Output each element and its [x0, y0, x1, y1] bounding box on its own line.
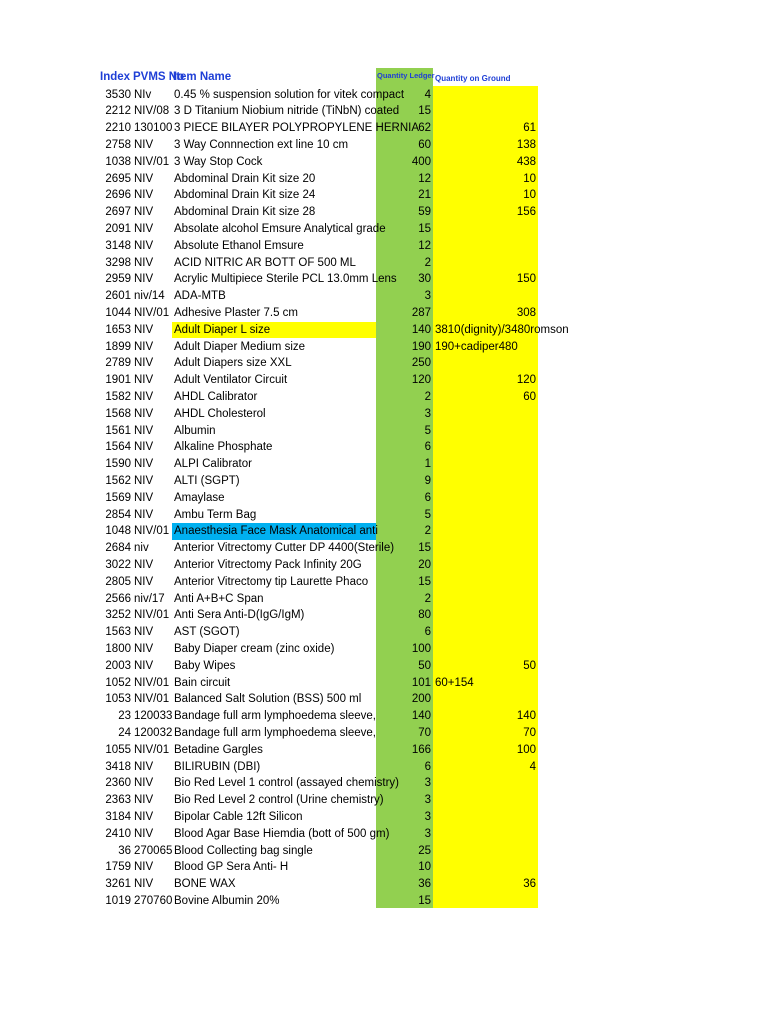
cell-item-name: Ambu Term Bag	[174, 508, 257, 521]
cell-quantity-ledger: 25	[418, 844, 431, 857]
cell-quantity-ledger: 3	[424, 810, 431, 823]
table-row	[0, 288, 768, 305]
cell-quantity-ledger: 250	[411, 357, 431, 370]
cell-item-name: ACID NITRIC AR BOTT OF 500 ML	[174, 256, 356, 269]
table-row	[0, 255, 768, 272]
table-row	[0, 792, 768, 809]
cell-index: 3298	[105, 256, 131, 269]
cell-index: 1899	[105, 340, 131, 353]
cell-pvms: NIV	[134, 458, 154, 471]
cell-item-name: Absolate alcohol Emsure Analytical grade	[174, 222, 386, 235]
cell-quantity-ground: 156	[516, 206, 536, 219]
cell-item-name: Bio Red Level 1 control (assayed chemistry)	[174, 777, 399, 790]
cell-index: 2758	[105, 138, 131, 151]
cell-index: 3184	[105, 810, 131, 823]
cell-index: 3530	[105, 88, 131, 101]
cell-item-name: Anti A+B+C Span	[174, 592, 264, 605]
cell-pvms: NIV	[134, 138, 154, 151]
cell-pvms: NIV	[134, 575, 154, 588]
cell-item-name: Bandage full arm lymphoedema sleeve,	[174, 710, 377, 723]
table-row	[0, 507, 768, 524]
table-row	[0, 490, 768, 507]
cell-index: 2684	[105, 542, 131, 555]
cell-quantity-ledger: 12	[418, 172, 431, 185]
cell-pvms: NIV	[134, 424, 154, 437]
cell-index: 3418	[105, 760, 131, 773]
cell-quantity-ledger: 20	[418, 558, 431, 571]
table-row	[0, 675, 768, 692]
cell-index: 1759	[105, 861, 131, 874]
cell-quantity-ledger: 59	[418, 206, 431, 219]
cell-quantity-ground: 10	[523, 172, 536, 185]
cell-quantity-ledger: 9	[424, 474, 431, 487]
cell-item-name: Anterior Vitrectomy Cutter DP 4400(Sterile)	[174, 542, 395, 555]
cell-quantity-ledger: 15	[418, 105, 431, 118]
table-row	[0, 221, 768, 238]
table-row	[0, 406, 768, 423]
cell-item-name: Anaesthesia Face Mask Anatomical anti	[172, 523, 376, 540]
table-row	[0, 389, 768, 406]
cell-pvms: NIV/01	[134, 676, 170, 689]
cell-quantity-ledger: 100	[411, 642, 431, 655]
cell-quantity-ledger: 6	[424, 491, 431, 504]
cell-pvms: NIV	[134, 642, 154, 655]
cell-item-name: Betadine Gargles	[174, 743, 263, 756]
table-row	[0, 339, 768, 356]
cell-index: 1568	[105, 407, 131, 420]
cell-pvms: 120033	[134, 710, 173, 723]
cell-quantity-ledger: 166	[411, 743, 431, 756]
cell-pvms: NIV	[134, 827, 154, 840]
cell-quantity-ledger: 3	[424, 827, 431, 840]
table-row	[0, 607, 768, 624]
cell-item-name: Adult Ventilator Circuit	[174, 374, 288, 387]
header-item-name: Item Name	[173, 71, 232, 83]
cell-index: 24	[118, 726, 131, 739]
cell-item-name: Anterior Vitrectomy Pack Infinity 20G	[174, 558, 362, 571]
cell-pvms: NIV	[134, 222, 154, 235]
cell-quantity-ledger: 287	[411, 306, 431, 319]
cell-quantity-ground: 308	[516, 306, 536, 319]
cell-item-name: Abdominal Drain Kit size 20	[174, 172, 316, 185]
cell-item-name: 3 Way Stop Cock	[174, 155, 263, 168]
table-row	[0, 826, 768, 843]
cell-quantity-ledger: 2	[424, 592, 431, 605]
cell-quantity-ground: 190+cadiper480	[435, 340, 518, 353]
cell-item-name: 0.45 % suspension solution for vitek compact	[174, 88, 405, 101]
cell-index: 2363	[105, 794, 131, 807]
cell-quantity-ground: 4	[529, 760, 536, 773]
cell-quantity-ledger: 3	[424, 407, 431, 420]
cell-index: 2566	[105, 592, 131, 605]
cell-item-name: BILIRUBIN (DBI)	[174, 760, 261, 773]
table-row	[0, 456, 768, 473]
cell-index: 2601	[105, 290, 131, 303]
cell-index: 1564	[105, 441, 131, 454]
table-row	[0, 843, 768, 860]
header-index: Index	[100, 71, 131, 83]
table-row	[0, 708, 768, 725]
cell-quantity-ground: 150	[516, 273, 536, 286]
table-row	[0, 103, 768, 120]
cell-pvms: NIV	[134, 626, 154, 639]
header-pvms: PVMS No	[133, 71, 185, 83]
cell-quantity-ledger: 15	[418, 575, 431, 588]
cell-index: 1019	[105, 894, 131, 907]
cell-quantity-ledger: 62	[418, 122, 431, 135]
table-row	[0, 439, 768, 456]
cell-index: 2091	[105, 222, 131, 235]
cell-quantity-ledger: 1	[424, 458, 431, 471]
table-row	[0, 137, 768, 154]
cell-pvms: NIV	[134, 558, 154, 571]
table-row	[0, 305, 768, 322]
cell-quantity-ledger: 3	[424, 290, 431, 303]
cell-pvms: NIV/08	[134, 105, 170, 118]
cell-pvms: NIV	[134, 659, 154, 672]
cell-quantity-ledger: 6	[424, 760, 431, 773]
table-row	[0, 154, 768, 171]
cell-item-name: Alkaline Phosphate	[174, 441, 273, 454]
cell-pvms: NIV	[134, 239, 154, 252]
table-row	[0, 238, 768, 255]
table-row	[0, 473, 768, 490]
cell-quantity-ledger: 2	[424, 256, 431, 269]
cell-pvms: NIV	[134, 206, 154, 219]
cell-quantity-ground: 70	[523, 726, 536, 739]
table-row	[0, 355, 768, 372]
table-row	[0, 725, 768, 742]
cell-quantity-ground: 140	[516, 710, 536, 723]
cell-index: 3252	[105, 609, 131, 622]
cell-pvms: NIV	[134, 390, 154, 403]
cell-item-name: 3 D Titanium Niobium nitride (TiNbN) coated	[174, 105, 400, 118]
cell-quantity-ledger: 140	[411, 323, 431, 336]
table-row	[0, 171, 768, 188]
table-row	[0, 641, 768, 658]
cell-pvms: NIV	[134, 474, 154, 487]
cell-quantity-ground: 438	[516, 155, 536, 168]
cell-quantity-ledger: 21	[418, 189, 431, 202]
cell-quantity-ledger: 3	[424, 794, 431, 807]
cell-item-name: Acrylic Multipiece Sterile PCL 13.0mm Lens	[174, 273, 397, 286]
cell-quantity-ground: 138	[516, 138, 536, 151]
cell-pvms: NIV	[134, 172, 154, 185]
table-row	[0, 574, 768, 591]
cell-index: 1561	[105, 424, 131, 437]
cell-quantity-ground: 61	[523, 122, 536, 135]
table-row	[0, 87, 768, 104]
cell-index: 2695	[105, 172, 131, 185]
cell-item-name: Adult Diaper Medium size	[174, 340, 306, 353]
table-row	[0, 271, 768, 288]
cell-index: 1038	[105, 155, 131, 168]
cell-item-name: Bain circuit	[174, 676, 231, 689]
cell-item-name: Bandage full arm lymphoedema sleeve,	[174, 726, 377, 739]
table-row	[0, 775, 768, 792]
table-row	[0, 624, 768, 641]
table-row	[0, 540, 768, 557]
table-row	[0, 204, 768, 221]
cell-pvms: NIV	[134, 357, 154, 370]
table-row	[0, 120, 768, 137]
cell-index: 2410	[105, 827, 131, 840]
cell-item-name: Adult Diaper L size	[172, 322, 376, 339]
cell-index: 3261	[105, 878, 131, 891]
cell-item-name: 3 Way Connnection ext line 10 cm	[174, 138, 349, 151]
cell-item-name: Baby Diaper cream (zinc oxide)	[174, 642, 335, 655]
cell-quantity-ledger: 70	[418, 726, 431, 739]
cell-item-name: Bipolar Cable 12ft Silicon	[174, 810, 303, 823]
cell-quantity-ledger: 4	[424, 88, 431, 101]
table-row	[0, 809, 768, 826]
cell-index: 1048	[105, 525, 131, 538]
cell-item-name: Balanced Salt Solution (BSS) 500 ml	[174, 693, 362, 706]
table-row	[0, 658, 768, 675]
cell-quantity-ledger: 15	[418, 894, 431, 907]
cell-quantity-ledger: 15	[418, 542, 431, 555]
cell-index: 2360	[105, 777, 131, 790]
cell-index: 1569	[105, 491, 131, 504]
cell-index: 2210	[105, 122, 131, 135]
cell-quantity-ground: 100	[516, 743, 536, 756]
cell-quantity-ledger: 5	[424, 424, 431, 437]
cell-pvms: NIV	[134, 760, 154, 773]
cell-index: 2959	[105, 273, 131, 286]
cell-pvms: NIV	[134, 777, 154, 790]
cell-item-name: Bio Red Level 2 control (Urine chemistry)	[174, 794, 384, 807]
cell-index: 2805	[105, 575, 131, 588]
cell-pvms: NIV/01	[134, 693, 170, 706]
cell-item-name: Albumin	[174, 424, 216, 437]
table-row	[0, 859, 768, 876]
cell-quantity-ledger: 140	[411, 710, 431, 723]
cell-item-name: Anti Sera Anti-D(IgG/IgM)	[174, 609, 305, 622]
cell-quantity-ledger: 10	[418, 861, 431, 874]
cell-quantity-ground: 60+154	[435, 676, 474, 689]
cell-quantity-ledger: 6	[424, 626, 431, 639]
cell-pvms: NIV	[134, 794, 154, 807]
cell-item-name: Adhesive Plaster 7.5 cm	[174, 306, 299, 319]
cell-quantity-ledger: 200	[411, 693, 431, 706]
cell-quantity-ledger: 60	[418, 138, 431, 151]
table-row	[0, 893, 768, 910]
cell-quantity-ground: 120	[516, 374, 536, 387]
cell-item-name: Blood Collecting bag single	[174, 844, 313, 857]
cell-quantity-ledger: 3	[424, 777, 431, 790]
cell-quantity-ledger: 30	[418, 273, 431, 286]
cell-quantity-ledger: 15	[418, 222, 431, 235]
cell-pvms: NIV	[134, 861, 154, 874]
cell-quantity-ledger: 400	[411, 155, 431, 168]
cell-index: 1901	[105, 374, 131, 387]
cell-pvms: niv/17	[134, 592, 165, 605]
cell-item-name: Abdominal Drain Kit size 28	[174, 206, 316, 219]
cell-pvms: 130100	[134, 122, 173, 135]
cell-pvms: NIV	[134, 340, 154, 353]
cell-pvms: NIV/01	[134, 609, 170, 622]
cell-pvms: NIV	[134, 323, 154, 336]
cell-item-name: Blood GP Sera Anti- H	[174, 861, 289, 874]
cell-index: 1055	[105, 743, 131, 756]
cell-index: 2212	[105, 105, 131, 118]
cell-quantity-ledger: 120	[411, 374, 431, 387]
cell-pvms: NIV	[134, 810, 154, 823]
table-row	[0, 742, 768, 759]
cell-index: 36	[118, 844, 131, 857]
cell-quantity-ledger: 12	[418, 239, 431, 252]
cell-item-name: ALPI Calibrator	[174, 458, 252, 471]
cell-item-name: AHDL Cholesterol	[174, 407, 266, 420]
cell-quantity-ground: 10	[523, 189, 536, 202]
cell-index: 1044	[105, 306, 131, 319]
cell-item-name: Blood Agar Base Hiemdia (bott of 500 gm)	[174, 827, 390, 840]
cell-item-name: Bovine Albumin 20%	[174, 894, 280, 907]
cell-index: 1653	[105, 323, 131, 336]
cell-item-name: ALTI (SGPT)	[174, 474, 240, 487]
cell-quantity-ledger: 190	[411, 340, 431, 353]
cell-index: 1582	[105, 390, 131, 403]
table-row	[0, 423, 768, 440]
cell-index: 2003	[105, 659, 131, 672]
cell-quantity-ledger: 80	[418, 609, 431, 622]
cell-pvms: NIV	[134, 878, 154, 891]
cell-index: 1563	[105, 626, 131, 639]
cell-index: 23	[118, 710, 131, 723]
cell-pvms: NIV	[134, 189, 154, 202]
header-quantity-ledger: Quantity Ledger	[377, 71, 435, 80]
table-row	[0, 322, 768, 339]
cell-pvms: NIv	[134, 88, 152, 101]
table-row	[0, 557, 768, 574]
cell-pvms: NIV	[134, 491, 154, 504]
cell-quantity-ledger: 5	[424, 508, 431, 521]
cell-index: 2696	[105, 189, 131, 202]
table-row	[0, 691, 768, 708]
header-quantity-ground: Quantity on Ground	[435, 74, 511, 83]
cell-item-name: ADA-MTB	[174, 290, 226, 303]
cell-quantity-ground: 3810(dignity)/3480romson	[435, 323, 569, 336]
cell-item-name: Adult Diapers size XXL	[174, 357, 292, 370]
cell-item-name: AST (SGOT)	[174, 626, 240, 639]
cell-quantity-ledger: 2	[424, 525, 431, 538]
cell-pvms: NIV/01	[134, 525, 170, 538]
cell-item-name: BONE WAX	[174, 878, 236, 891]
cell-pvms: NIV	[134, 508, 154, 521]
cell-item-name: Anterior Vitrectomy tip Laurette Phaco	[174, 575, 369, 588]
cell-index: 1562	[105, 474, 131, 487]
table-row	[0, 759, 768, 776]
cell-index: 2789	[105, 357, 131, 370]
cell-index: 1053	[105, 693, 131, 706]
cell-index: 1052	[105, 676, 131, 689]
cell-pvms: niv	[134, 542, 149, 555]
table-row	[0, 523, 768, 540]
cell-item-name: Baby Wipes	[174, 659, 236, 672]
cell-pvms: 270065	[134, 844, 173, 857]
cell-quantity-ledger: 36	[418, 878, 431, 891]
cell-quantity-ledger: 101	[411, 676, 431, 689]
cell-pvms: 120032	[134, 726, 173, 739]
cell-pvms: NIV/01	[134, 155, 170, 168]
table-row	[0, 187, 768, 204]
cell-index: 1590	[105, 458, 131, 471]
table-row	[0, 372, 768, 389]
cell-quantity-ledger: 50	[418, 659, 431, 672]
cell-item-name: Amaylase	[174, 491, 225, 504]
cell-pvms: NIV	[134, 256, 154, 269]
cell-pvms: NIV	[134, 441, 154, 454]
cell-pvms: NIV	[134, 374, 154, 387]
cell-quantity-ground: 50	[523, 659, 536, 672]
cell-pvms: niv/14	[134, 290, 165, 303]
cell-pvms: 270760	[134, 894, 173, 907]
cell-item-name: Abdominal Drain Kit size 24	[174, 189, 316, 202]
table-row	[0, 591, 768, 608]
cell-pvms: NIV	[134, 407, 154, 420]
cell-item-name: AHDL Calibrator	[174, 390, 258, 403]
cell-item-name: 3 PIECE BILAYER POLYPROPYLENE HERNIA	[174, 122, 419, 135]
cell-index: 3148	[105, 239, 131, 252]
header-row	[0, 68, 768, 86]
cell-index: 1800	[105, 642, 131, 655]
cell-pvms: NIV/01	[134, 306, 170, 319]
cell-index: 3022	[105, 558, 131, 571]
cell-quantity-ground: 36	[523, 878, 536, 891]
cell-index: 2854	[105, 508, 131, 521]
cell-pvms: NIV/01	[134, 743, 170, 756]
cell-pvms: NIV	[134, 273, 154, 286]
cell-quantity-ground: 60	[523, 390, 536, 403]
table-row	[0, 876, 768, 893]
cell-quantity-ledger: 6	[424, 441, 431, 454]
cell-item-name: Absolute Ethanol Emsure	[174, 239, 304, 252]
cell-index: 2697	[105, 206, 131, 219]
cell-quantity-ledger: 2	[424, 390, 431, 403]
